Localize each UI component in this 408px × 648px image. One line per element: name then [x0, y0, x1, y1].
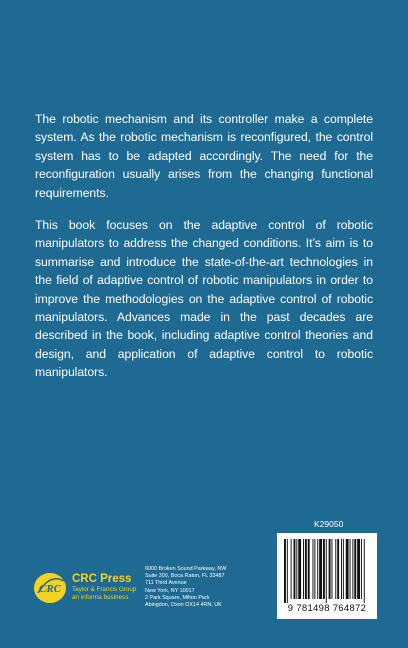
- barcode-bar: [319, 539, 322, 599]
- barcode-bar: [305, 539, 307, 599]
- barcode-bar: [296, 539, 297, 599]
- barcode-bar: [364, 539, 365, 603]
- barcode-bar: [287, 539, 288, 603]
- isbn-barcode: [277, 533, 377, 619]
- barcode-bar: [341, 539, 342, 599]
- barcode-bar: [329, 539, 331, 599]
- address-line: Abingdon, Oxon OX14 4RN, UK: [145, 602, 222, 609]
- barcode-bar: [323, 539, 325, 599]
- barcode-bar: [361, 539, 362, 599]
- barcode-bar: [313, 539, 314, 599]
- address-line: New York, NY 10017: [145, 587, 195, 594]
- address-line: 2 Park Square, Milton Park: [145, 594, 210, 601]
- publisher-tagline: an informa business: [72, 594, 129, 602]
- blurb-paragraph-1: The robotic mechanism and its controller make a complete system. As the robotic mechanism is reconfigured, the control system has to be adapted accordingly. The need for the reconfiguration usually arises from the changing functional requirements.: [35, 112, 373, 200]
- crc-press-logo-icon: [33, 571, 69, 605]
- publisher-group: Taylor & Francis Group: [72, 586, 137, 593]
- barcode-bar: [298, 539, 301, 599]
- publisher-brand: [72, 573, 136, 603]
- barcode-bar: [343, 539, 344, 599]
- blurb-paragraph-2: This book focuses on the adaptive control of robotic manipulators to address the changed conditions. It’s aim is to summarise and introduce the state-of-the-art technologies in the field of adaptive control of robotic manipulators in order to improve the methodologies on the adaptive control of robotic manipulators. Advances made in the past decades are described in the book, including adaptive control theories and design, and application of adaptive control to robotic manipulators.: [35, 218, 373, 380]
- barcode-bar: [294, 539, 296, 599]
- barcode-bar: [350, 539, 351, 599]
- logo-text: CRC: [38, 583, 62, 595]
- barcode-bar: [326, 539, 327, 603]
- address-line: 711 Third Avenue: [145, 580, 187, 587]
- barcode-digits: 9 781498 764872: [287, 603, 367, 614]
- barcode-bar: [291, 539, 292, 599]
- barcode-bar: [335, 539, 336, 599]
- barcode-bars: [277, 533, 377, 605]
- barcode-bar: [332, 539, 333, 599]
- cover-blurb: [35, 110, 373, 396]
- barcode-bar: [308, 539, 310, 599]
- barcode-bar: [284, 539, 286, 603]
- barcode-bar: [346, 539, 349, 599]
- publisher-addresses: [145, 566, 226, 609]
- barcode-bar: [303, 539, 304, 599]
- barcode-bar: [317, 539, 318, 599]
- barcode-bar: [337, 539, 339, 599]
- address-line: Suite 300, Boca Raton, FL 33487: [145, 573, 225, 580]
- product-code: K29050: [314, 519, 344, 529]
- publisher-name: CRC Press: [72, 573, 132, 585]
- barcode-bar: [352, 539, 353, 599]
- barcode-bar: [357, 539, 360, 599]
- address-line: 6000 Broken Sound Parkway, NW: [145, 566, 227, 572]
- barcode-bar: [314, 539, 315, 599]
- barcode-bar: [354, 539, 356, 599]
